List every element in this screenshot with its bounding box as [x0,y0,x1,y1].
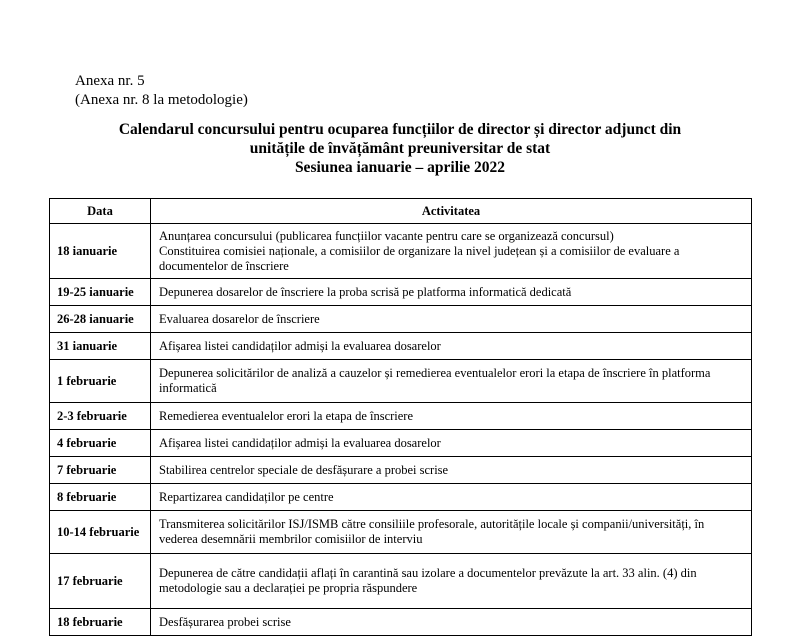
table-row [50,403,752,430]
table-row [50,306,752,333]
row-date: 18 februarie [50,609,151,636]
table-row [50,279,752,306]
row-date: 18 ianuarie [50,224,151,279]
row-activity: Afișarea listei candidaților admiși la evaluarea dosarelor [151,430,752,457]
title-line-2: unitățile de învățământ preuniversitar de stat [249,140,551,157]
activity-line: Anunțarea concursului (publicarea funcțiilor vacante pentru care se organizează concursul) [159,228,614,243]
row-date: 2-3 februarie [50,403,151,430]
row-activity: Desfășurarea probei scrise [151,609,752,636]
table-row [50,360,752,403]
table-row [50,554,752,609]
row-activity: Depunerea solicitărilor de analiză a cauzelor și remedierea eventualelor erori la etapa de înscriere în platforma informatică [151,360,752,403]
row-date: 19-25 ianuarie [50,279,151,306]
row-date: 1 februarie [50,360,151,403]
table-row [50,457,752,484]
table-row [50,484,752,511]
title-line-3: Sesiunea ianuarie – aprilie 2022 [294,159,506,176]
row-activity: Remedierea eventualelor erori la etapa de înscriere [151,403,752,430]
row-activity: Evaluarea dosarelor de înscriere [151,306,752,333]
row-date: 7 februarie [50,457,151,484]
table-row [50,430,752,457]
row-activity: Transmiterea solicitărilor ISJ/ISMB către consiliile profesorale, autoritățile locale și companii/universități, în vederea desemnării membrilor comisiilor de interviu [151,511,752,554]
row-date: 4 februarie [50,430,151,457]
row-activity [151,224,752,279]
annex-reference: (Anexa nr. 8 la metodologie) [75,92,248,108]
table-row [50,333,752,360]
header-date: Data [50,199,151,224]
table-header-row [50,199,752,224]
table-row [50,224,752,279]
activity-line: Constituirea comisiei naționale, a comisiilor de organizare la nivel județean și a comisiilor de evaluare a documentelor de înscriere [159,243,680,273]
row-date: 31 ianuarie [50,333,151,360]
row-date: 8 februarie [50,484,151,511]
row-date: 10-14 februarie [50,511,151,554]
annex-number: Anexa nr. 5 [75,73,145,89]
table-row [50,609,752,636]
row-date: 26-28 ianuarie [50,306,151,333]
annex-header [75,72,248,110]
row-activity: Depunerea de către candidații aflați în carantină sau izolare a documentelor prevăzute la art. 33 alin. (4) din metodologie sau a declarației pe propria răspundere [151,554,752,609]
header-activity: Activitatea [151,199,752,224]
row-activity: Depunerea dosarelor de înscriere la proba scrisă pe platforma informatică dedicată [151,279,752,306]
row-activity: Stabilirea centrelor speciale de desfășurare a probei scrise [151,457,752,484]
document-title [0,120,800,177]
table-row [50,511,752,554]
title-line-1: Calendarul concursului pentru ocuparea funcțiilor de director și director adjunct din [118,121,682,138]
row-date: 17 februarie [50,554,151,609]
row-activity: Repartizarea candidaților pe centre [151,484,752,511]
row-activity: Afișarea listei candidaților admiși la evaluarea dosarelor [151,333,752,360]
calendar-table [49,198,752,636]
